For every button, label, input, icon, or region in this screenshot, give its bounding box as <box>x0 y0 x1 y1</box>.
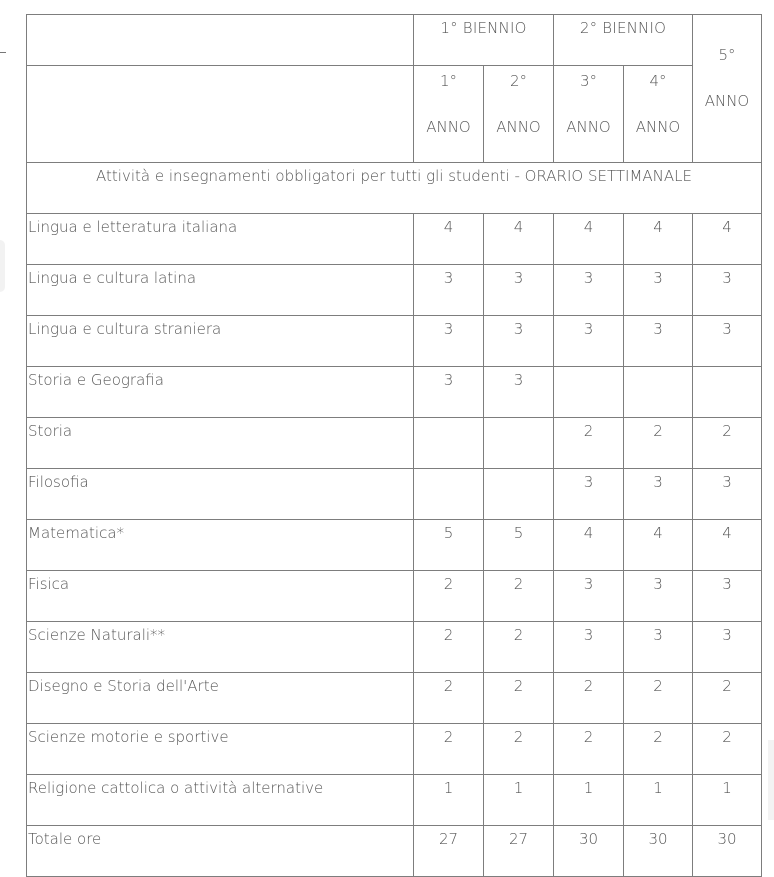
table-row <box>27 571 762 622</box>
table-row <box>27 775 762 826</box>
subject-cell: Totale ore <box>27 826 414 877</box>
hours-cell: 3 <box>484 316 554 367</box>
hours-cell: 4 <box>693 214 762 265</box>
hours-cell <box>484 469 554 520</box>
hours-cell: 2 <box>414 673 484 724</box>
table-row <box>27 520 762 571</box>
anno-number: 3° <box>579 72 598 90</box>
hours-cell: 2 <box>554 673 624 724</box>
header-quinto-anno <box>693 15 762 163</box>
hours-cell: 3 <box>693 622 762 673</box>
table-row <box>27 826 762 877</box>
header-anno-4 <box>624 66 693 163</box>
section-title: Attività e insegnamenti obbligatori per tutti gli studenti - ORARIO SETTIMANALE <box>27 163 762 214</box>
hours-cell <box>554 367 624 418</box>
hours-cell: 4 <box>414 214 484 265</box>
subject-cell: Matematica* <box>27 520 414 571</box>
header-row-anni <box>27 66 762 163</box>
hours-cell: 4 <box>554 520 624 571</box>
hours-cell: 4 <box>624 520 693 571</box>
hours-cell: 4 <box>624 214 693 265</box>
hours-cell: 2 <box>693 418 762 469</box>
subject-cell: Lingua e letteratura italiana <box>27 214 414 265</box>
hours-cell: 3 <box>624 469 693 520</box>
hours-cell: 3 <box>624 316 693 367</box>
hours-cell: 3 <box>554 571 624 622</box>
header-empty-cell <box>27 15 414 66</box>
hours-cell: 3 <box>554 469 624 520</box>
subject-cell: Filosofia <box>27 469 414 520</box>
hours-cell: 2 <box>624 724 693 775</box>
table-row <box>27 265 762 316</box>
hours-cell: 2 <box>414 622 484 673</box>
anno-number: 1° <box>439 72 458 90</box>
hours-cell: 1 <box>693 775 762 826</box>
hours-cell: 5 <box>414 520 484 571</box>
hours-cell: 3 <box>624 571 693 622</box>
header-row-bienni <box>27 15 762 66</box>
hours-cell: 3 <box>414 265 484 316</box>
hours-cell: 2 <box>554 418 624 469</box>
hours-cell: 3 <box>693 265 762 316</box>
table-row <box>27 214 762 265</box>
hours-cell: 5 <box>484 520 554 571</box>
hours-cell: 2 <box>624 418 693 469</box>
table-row <box>27 316 762 367</box>
hours-cell: 2 <box>624 673 693 724</box>
subject-cell: Storia e Geografia <box>27 367 414 418</box>
left-edge-shadow <box>0 240 5 292</box>
table-row <box>27 724 762 775</box>
subject-cell: Religione cattolica o attività alternative <box>27 775 414 826</box>
hours-cell: 3 <box>414 316 484 367</box>
subject-cell: Fisica <box>27 571 414 622</box>
hours-cell <box>484 418 554 469</box>
hours-cell: 4 <box>554 214 624 265</box>
hours-cell: 30 <box>693 826 762 877</box>
anno-label: ANNO <box>635 118 681 136</box>
table-row <box>27 469 762 520</box>
anno-number: 2° <box>509 72 528 90</box>
hours-cell: 1 <box>484 775 554 826</box>
hours-cell: 4 <box>484 214 554 265</box>
hours-cell: 2 <box>693 724 762 775</box>
hours-cell: 3 <box>693 316 762 367</box>
quinto-anno-label: ANNO <box>704 92 750 110</box>
hours-cell: 3 <box>693 469 762 520</box>
hours-cell: 2 <box>414 724 484 775</box>
hours-cell: 2 <box>693 673 762 724</box>
hours-cell: 3 <box>554 622 624 673</box>
hours-cell: 3 <box>554 316 624 367</box>
hours-cell: 3 <box>484 367 554 418</box>
hours-cell: 27 <box>484 826 554 877</box>
anno-label: ANNO <box>426 118 471 136</box>
subject-cell: Disegno e Storia dell'Arte <box>27 673 414 724</box>
quinto-anno-number: 5° <box>718 46 736 64</box>
subject-cell: Scienze Naturali** <box>27 622 414 673</box>
hours-cell: 2 <box>484 571 554 622</box>
subject-cell: Lingua e cultura straniera <box>27 316 414 367</box>
hours-cell: 4 <box>693 520 762 571</box>
hours-cell: 3 <box>624 265 693 316</box>
hours-cell: 3 <box>693 571 762 622</box>
table-row <box>27 418 762 469</box>
hours-cell: 3 <box>414 367 484 418</box>
hours-cell: 2 <box>484 673 554 724</box>
anno-label: ANNO <box>566 118 611 136</box>
anno-number: 4° <box>649 72 667 90</box>
hours-cell: 1 <box>624 775 693 826</box>
subject-cell: Scienze motorie e sportive <box>27 724 414 775</box>
header-primo-biennio: 1° BIENNIO <box>414 15 554 66</box>
header-anno-1 <box>414 66 484 163</box>
right-edge-fade <box>768 740 774 820</box>
hours-cell: 30 <box>624 826 693 877</box>
hours-cell: 1 <box>554 775 624 826</box>
hours-cell <box>624 367 693 418</box>
table-row <box>27 622 762 673</box>
hours-cell: 3 <box>484 265 554 316</box>
hours-cell <box>693 367 762 418</box>
header-anno-3 <box>554 66 624 163</box>
left-edge-mark <box>0 52 6 53</box>
subject-cell: Lingua e cultura latina <box>27 265 414 316</box>
hours-cell <box>414 469 484 520</box>
hours-cell: 2 <box>484 622 554 673</box>
table-row <box>27 673 762 724</box>
header-secondo-biennio: 2° BIENNIO <box>554 15 693 66</box>
subject-cell: Storia <box>27 418 414 469</box>
hours-cell: 1 <box>414 775 484 826</box>
hours-cell: 30 <box>554 826 624 877</box>
hours-cell <box>414 418 484 469</box>
hours-cell: 3 <box>624 622 693 673</box>
hours-cell: 2 <box>484 724 554 775</box>
table-row <box>27 367 762 418</box>
section-title-row <box>27 163 762 214</box>
hours-cell: 3 <box>554 265 624 316</box>
orario-settimanale-table <box>26 14 762 877</box>
hours-cell: 2 <box>554 724 624 775</box>
header-anno-2 <box>484 66 554 163</box>
hours-cell: 27 <box>414 826 484 877</box>
header-empty-cell <box>27 66 414 163</box>
anno-label: ANNO <box>496 118 541 136</box>
hours-cell: 2 <box>414 571 484 622</box>
